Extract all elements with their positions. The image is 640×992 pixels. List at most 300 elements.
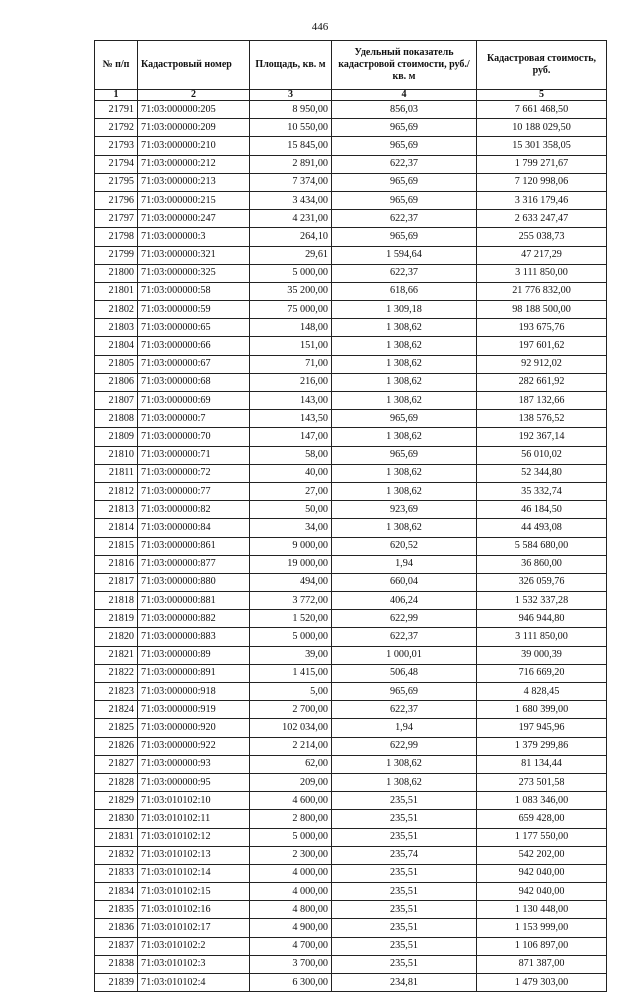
cadastral-number-cell: 71:03:000000:72 [138, 464, 250, 482]
cadastral-number-cell: 71:03:000000:67 [138, 355, 250, 373]
row-index-cell: 21800 [95, 264, 138, 282]
cadastral-value-cell: 98 188 500,00 [477, 301, 607, 319]
specific-value-cell: 923,69 [332, 501, 477, 519]
cadastral-number-cell: 71:03:000000:68 [138, 373, 250, 391]
cadastral-value-cell: 46 184,50 [477, 501, 607, 519]
area-cell: 2 700,00 [250, 701, 332, 719]
area-cell: 4 000,00 [250, 883, 332, 901]
cadastral-value-cell: 197 945,96 [477, 719, 607, 737]
specific-value-cell: 1 308,62 [332, 519, 477, 537]
cadastral-value-cell: 716 669,20 [477, 664, 607, 682]
row-index-cell: 21801 [95, 282, 138, 300]
cadastral-number-cell: 71:03:000000:93 [138, 755, 250, 773]
specific-value-cell: 622,99 [332, 610, 477, 628]
row-index-cell: 21793 [95, 137, 138, 155]
table-row [95, 101, 607, 119]
table-row [95, 137, 607, 155]
row-index-cell: 21791 [95, 101, 138, 119]
table-row [95, 173, 607, 191]
cadastral-number-cell: 71:03:010102:16 [138, 901, 250, 919]
table-row [95, 410, 607, 428]
cadastral-value-cell: 193 675,76 [477, 319, 607, 337]
column-number: 5 [477, 90, 607, 101]
row-index-cell: 21830 [95, 810, 138, 828]
cadastral-number-cell: 71:03:000000:3 [138, 228, 250, 246]
table-row [95, 264, 607, 282]
specific-value-cell: 235,51 [332, 864, 477, 882]
area-cell: 62,00 [250, 755, 332, 773]
cadastral-value-cell: 326 059,76 [477, 573, 607, 591]
cadastral-value-table [94, 40, 607, 992]
table-row [95, 519, 607, 537]
row-index-cell: 21827 [95, 755, 138, 773]
area-cell: 494,00 [250, 573, 332, 591]
cadastral-number-cell: 71:03:000000:71 [138, 446, 250, 464]
table-row [95, 482, 607, 500]
specific-value-cell: 622,37 [332, 701, 477, 719]
table-row [95, 392, 607, 410]
row-index-cell: 21814 [95, 519, 138, 537]
row-index-cell: 21832 [95, 846, 138, 864]
specific-value-cell: 1 308,62 [332, 464, 477, 482]
specific-value-cell: 1,94 [332, 719, 477, 737]
area-cell: 4 700,00 [250, 937, 332, 955]
area-cell: 2 300,00 [250, 846, 332, 864]
area-cell: 102 034,00 [250, 719, 332, 737]
specific-value-cell: 622,37 [332, 628, 477, 646]
specific-value-cell: 1 309,18 [332, 301, 477, 319]
area-cell: 216,00 [250, 373, 332, 391]
row-index-cell: 21826 [95, 737, 138, 755]
area-cell: 3 772,00 [250, 592, 332, 610]
area-cell: 143,50 [250, 410, 332, 428]
specific-value-cell: 235,51 [332, 792, 477, 810]
area-cell: 5,00 [250, 683, 332, 701]
cadastral-value-cell: 1 083 346,00 [477, 792, 607, 810]
cadastral-value-cell: 1 106 897,00 [477, 937, 607, 955]
area-cell: 4 231,00 [250, 210, 332, 228]
table-row [95, 828, 607, 846]
cadastral-number-cell: 71:03:010102:13 [138, 846, 250, 864]
cadastral-number-cell: 71:03:010102:14 [138, 864, 250, 882]
cadastral-value-cell: 36 860,00 [477, 555, 607, 573]
cadastral-number-cell: 71:03:000000:213 [138, 173, 250, 191]
cadastral-value-cell: 187 132,66 [477, 392, 607, 410]
specific-value-cell: 965,69 [332, 119, 477, 137]
row-index-cell: 21815 [95, 537, 138, 555]
specific-value-cell: 622,37 [332, 210, 477, 228]
table-row [95, 501, 607, 519]
area-cell: 148,00 [250, 319, 332, 337]
cadastral-number-cell: 71:03:000000:212 [138, 155, 250, 173]
area-cell: 29,61 [250, 246, 332, 264]
cadastral-number-cell: 71:03:000000:919 [138, 701, 250, 719]
cadastral-value-cell: 47 217,29 [477, 246, 607, 264]
table-row [95, 646, 607, 664]
cadastral-number-cell: 71:03:010102:10 [138, 792, 250, 810]
area-cell: 10 550,00 [250, 119, 332, 137]
cadastral-number-cell: 71:03:000000:891 [138, 664, 250, 682]
area-cell: 6 300,00 [250, 974, 332, 992]
row-index-cell: 21806 [95, 373, 138, 391]
cadastral-value-cell: 197 601,62 [477, 337, 607, 355]
specific-value-cell: 235,51 [332, 810, 477, 828]
specific-value-cell: 1 308,62 [332, 482, 477, 500]
row-index-cell: 21795 [95, 173, 138, 191]
specific-value-cell: 622,99 [332, 737, 477, 755]
cadastral-number-cell: 71:03:000000:59 [138, 301, 250, 319]
cadastral-value-cell: 138 576,52 [477, 410, 607, 428]
cadastral-number-cell: 71:03:000000:66 [138, 337, 250, 355]
cadastral-value-cell: 942 040,00 [477, 864, 607, 882]
header-cadastral-number: Кадастровый номер [138, 41, 250, 90]
row-index-cell: 21810 [95, 446, 138, 464]
cadastral-value-cell: 659 428,00 [477, 810, 607, 828]
cadastral-number-cell: 71:03:000000:58 [138, 282, 250, 300]
area-cell: 3 700,00 [250, 955, 332, 973]
cadastral-number-cell: 71:03:000000:209 [138, 119, 250, 137]
cadastral-number-cell: 71:03:000000:922 [138, 737, 250, 755]
cadastral-number-cell: 71:03:000000:89 [138, 646, 250, 664]
specific-value-cell: 965,69 [332, 173, 477, 191]
area-cell: 1 415,00 [250, 664, 332, 682]
cadastral-value-cell: 542 202,00 [477, 846, 607, 864]
header-specific-value: Удельный показатель кадастровой стоимости, руб./кв. м [332, 41, 477, 90]
area-cell: 7 374,00 [250, 173, 332, 191]
cadastral-number-cell: 71:03:000000:861 [138, 537, 250, 555]
table-row [95, 210, 607, 228]
cadastral-value-cell: 1 479 303,00 [477, 974, 607, 992]
cadastral-number-cell: 71:03:000000:880 [138, 573, 250, 591]
table-row [95, 773, 607, 791]
cadastral-value-cell: 81 134,44 [477, 755, 607, 773]
cadastral-value-cell: 4 828,45 [477, 683, 607, 701]
area-cell: 147,00 [250, 428, 332, 446]
table-row [95, 683, 607, 701]
cadastral-number-cell: 71:03:000000:70 [138, 428, 250, 446]
area-cell: 35 200,00 [250, 282, 332, 300]
specific-value-cell: 1,94 [332, 555, 477, 573]
specific-value-cell: 965,69 [332, 683, 477, 701]
area-cell: 3 434,00 [250, 191, 332, 209]
area-cell: 71,00 [250, 355, 332, 373]
specific-value-cell: 1 308,62 [332, 392, 477, 410]
area-cell: 50,00 [250, 501, 332, 519]
cadastral-number-cell: 71:03:000000:325 [138, 264, 250, 282]
row-index-cell: 21816 [95, 555, 138, 573]
cadastral-value-cell: 1 130 448,00 [477, 901, 607, 919]
table-row [95, 573, 607, 591]
table-row [95, 355, 607, 373]
table-row [95, 319, 607, 337]
table-row [95, 664, 607, 682]
row-index-cell: 21831 [95, 828, 138, 846]
area-cell: 4 900,00 [250, 919, 332, 937]
cadastral-value-cell: 10 188 029,50 [477, 119, 607, 137]
specific-value-cell: 965,69 [332, 446, 477, 464]
table-row [95, 537, 607, 555]
row-index-cell: 21835 [95, 901, 138, 919]
row-index-cell: 21796 [95, 191, 138, 209]
table-row [95, 337, 607, 355]
row-index-cell: 21817 [95, 573, 138, 591]
cadastral-value-cell: 1 680 399,00 [477, 701, 607, 719]
row-index-cell: 21794 [95, 155, 138, 173]
specific-value-cell: 1 308,62 [332, 337, 477, 355]
area-cell: 9 000,00 [250, 537, 332, 555]
area-cell: 15 845,00 [250, 137, 332, 155]
cadastral-number-cell: 71:03:000000:82 [138, 501, 250, 519]
area-cell: 19 000,00 [250, 555, 332, 573]
cadastral-value-cell: 21 776 832,00 [477, 282, 607, 300]
row-index-cell: 21805 [95, 355, 138, 373]
cadastral-value-cell: 3 111 850,00 [477, 264, 607, 282]
area-cell: 39,00 [250, 646, 332, 664]
cadastral-value-cell: 946 944,80 [477, 610, 607, 628]
column-number: 3 [250, 90, 332, 101]
specific-value-cell: 622,37 [332, 155, 477, 173]
cadastral-value-cell: 1 379 299,86 [477, 737, 607, 755]
row-index-cell: 21824 [95, 701, 138, 719]
cadastral-number-cell: 71:03:000000:321 [138, 246, 250, 264]
specific-value-cell: 235,51 [332, 901, 477, 919]
cadastral-value-cell: 1 532 337,28 [477, 592, 607, 610]
row-index-cell: 21820 [95, 628, 138, 646]
row-index-cell: 21799 [95, 246, 138, 264]
header-cadastral-value: Кадастровая стоимость, руб. [477, 41, 607, 90]
area-cell: 4 000,00 [250, 864, 332, 882]
table-row [95, 428, 607, 446]
row-index-cell: 21792 [95, 119, 138, 137]
cadastral-value-cell: 7 661 468,50 [477, 101, 607, 119]
specific-value-cell: 234,81 [332, 974, 477, 992]
specific-value-cell: 965,69 [332, 191, 477, 209]
table-row [95, 464, 607, 482]
area-cell: 209,00 [250, 773, 332, 791]
cadastral-number-cell: 71:03:000000:215 [138, 191, 250, 209]
cadastral-value-cell: 7 120 998,06 [477, 173, 607, 191]
table-row [95, 737, 607, 755]
row-index-cell: 21821 [95, 646, 138, 664]
cadastral-number-cell: 71:03:000000:920 [138, 719, 250, 737]
page-number: 446 [311, 21, 329, 33]
row-index-cell: 21803 [95, 319, 138, 337]
area-cell: 4 800,00 [250, 901, 332, 919]
area-cell: 2 891,00 [250, 155, 332, 173]
table-row [95, 191, 607, 209]
cadastral-number-cell: 71:03:000000:205 [138, 101, 250, 119]
specific-value-cell: 1 308,62 [332, 355, 477, 373]
table-row [95, 846, 607, 864]
row-index-cell: 21808 [95, 410, 138, 428]
row-index-cell: 21798 [95, 228, 138, 246]
specific-value-cell: 965,69 [332, 137, 477, 155]
specific-value-cell: 965,69 [332, 228, 477, 246]
area-cell: 5 000,00 [250, 264, 332, 282]
cadastral-number-cell: 71:03:000000:877 [138, 555, 250, 573]
header-index: № п/п [95, 41, 138, 90]
cadastral-number-cell: 71:03:000000:69 [138, 392, 250, 410]
row-index-cell: 21836 [95, 919, 138, 937]
cadastral-value-cell: 942 040,00 [477, 883, 607, 901]
specific-value-cell: 1 594,64 [332, 246, 477, 264]
row-index-cell: 21813 [95, 501, 138, 519]
row-index-cell: 21834 [95, 883, 138, 901]
specific-value-cell: 620,52 [332, 537, 477, 555]
specific-value-cell: 622,37 [332, 264, 477, 282]
table-row [95, 719, 607, 737]
specific-value-cell: 235,51 [332, 828, 477, 846]
cadastral-value-cell: 1 799 271,67 [477, 155, 607, 173]
row-index-cell: 21819 [95, 610, 138, 628]
table-row [95, 919, 607, 937]
cadastral-value-cell: 2 633 247,47 [477, 210, 607, 228]
cadastral-value-cell: 1 153 999,00 [477, 919, 607, 937]
area-cell: 27,00 [250, 482, 332, 500]
specific-value-cell: 618,66 [332, 282, 477, 300]
cadastral-number-cell: 71:03:000000:210 [138, 137, 250, 155]
specific-value-cell: 235,51 [332, 919, 477, 937]
cadastral-value-cell: 3 111 850,00 [477, 628, 607, 646]
column-number-row [95, 90, 607, 101]
cadastral-number-cell: 71:03:000000:247 [138, 210, 250, 228]
table-row [95, 155, 607, 173]
area-cell: 8 950,00 [250, 101, 332, 119]
cadastral-number-cell: 71:03:000000:7 [138, 410, 250, 428]
column-number: 4 [332, 90, 477, 101]
specific-value-cell: 235,51 [332, 955, 477, 973]
column-number: 1 [95, 90, 138, 101]
header-row [95, 41, 607, 90]
table-row [95, 373, 607, 391]
row-index-cell: 21807 [95, 392, 138, 410]
area-cell: 2 214,00 [250, 737, 332, 755]
row-index-cell: 21825 [95, 719, 138, 737]
cadastral-value-cell: 15 301 358,05 [477, 137, 607, 155]
column-number: 2 [138, 90, 250, 101]
cadastral-number-cell: 71:03:010102:4 [138, 974, 250, 992]
cadastral-value-cell: 1 177 550,00 [477, 828, 607, 846]
area-cell: 151,00 [250, 337, 332, 355]
cadastral-value-cell: 35 332,74 [477, 482, 607, 500]
area-cell: 5 000,00 [250, 628, 332, 646]
table-row [95, 555, 607, 573]
cadastral-value-cell: 3 316 179,46 [477, 191, 607, 209]
area-cell: 1 520,00 [250, 610, 332, 628]
specific-value-cell: 660,04 [332, 573, 477, 591]
specific-value-cell: 1 308,62 [332, 319, 477, 337]
table-row [95, 864, 607, 882]
table-row [95, 974, 607, 992]
area-cell: 40,00 [250, 464, 332, 482]
table-row [95, 119, 607, 137]
cadastral-value-cell: 192 367,14 [477, 428, 607, 446]
cadastral-number-cell: 71:03:010102:17 [138, 919, 250, 937]
cadastral-number-cell: 71:03:000000:918 [138, 683, 250, 701]
area-cell: 143,00 [250, 392, 332, 410]
table-row [95, 810, 607, 828]
area-cell: 5 000,00 [250, 828, 332, 846]
specific-value-cell: 856,03 [332, 101, 477, 119]
table-body [95, 101, 607, 992]
specific-value-cell: 1 000,01 [332, 646, 477, 664]
table-row [95, 282, 607, 300]
row-index-cell: 21833 [95, 864, 138, 882]
specific-value-cell: 235,51 [332, 937, 477, 955]
area-cell: 34,00 [250, 519, 332, 537]
cadastral-value-cell: 92 912,02 [477, 355, 607, 373]
header-area: Площадь, кв. м [250, 41, 332, 90]
cadastral-value-cell: 52 344,80 [477, 464, 607, 482]
cadastral-value-cell: 5 584 680,00 [477, 537, 607, 555]
row-index-cell: 21812 [95, 482, 138, 500]
row-index-cell: 21802 [95, 301, 138, 319]
table-row [95, 592, 607, 610]
cadastral-number-cell: 71:03:010102:15 [138, 883, 250, 901]
specific-value-cell: 235,51 [332, 883, 477, 901]
row-index-cell: 21838 [95, 955, 138, 973]
cadastral-value-cell: 56 010,02 [477, 446, 607, 464]
row-index-cell: 21829 [95, 792, 138, 810]
specific-value-cell: 506,48 [332, 664, 477, 682]
row-index-cell: 21837 [95, 937, 138, 955]
cadastral-value-cell: 282 661,92 [477, 373, 607, 391]
area-cell: 2 800,00 [250, 810, 332, 828]
cadastral-value-cell: 44 493,08 [477, 519, 607, 537]
cadastral-number-cell: 71:03:000000:77 [138, 482, 250, 500]
cadastral-value-cell: 273 501,58 [477, 773, 607, 791]
area-cell: 58,00 [250, 446, 332, 464]
table-row [95, 755, 607, 773]
table-row [95, 628, 607, 646]
cadastral-number-cell: 71:03:000000:883 [138, 628, 250, 646]
table-row [95, 955, 607, 973]
row-index-cell: 21818 [95, 592, 138, 610]
cadastral-value-cell: 871 387,00 [477, 955, 607, 973]
table-row [95, 610, 607, 628]
cadastral-value-cell: 255 038,73 [477, 228, 607, 246]
cadastral-number-cell: 71:03:000000:95 [138, 773, 250, 791]
row-index-cell: 21823 [95, 683, 138, 701]
specific-value-cell: 406,24 [332, 592, 477, 610]
table-row [95, 301, 607, 319]
table-header [95, 41, 607, 101]
specific-value-cell: 1 308,62 [332, 755, 477, 773]
specific-value-cell: 965,69 [332, 410, 477, 428]
specific-value-cell: 1 308,62 [332, 773, 477, 791]
table-row [95, 792, 607, 810]
cadastral-number-cell: 71:03:010102:11 [138, 810, 250, 828]
area-cell: 75 000,00 [250, 301, 332, 319]
table-row [95, 901, 607, 919]
cadastral-number-cell: 71:03:010102:12 [138, 828, 250, 846]
specific-value-cell: 1 308,62 [332, 428, 477, 446]
row-index-cell: 21811 [95, 464, 138, 482]
cadastral-number-cell: 71:03:000000:65 [138, 319, 250, 337]
cadastral-number-cell: 71:03:010102:3 [138, 955, 250, 973]
row-index-cell: 21797 [95, 210, 138, 228]
table-row [95, 228, 607, 246]
table-row [95, 246, 607, 264]
cadastral-number-cell: 71:03:000000:881 [138, 592, 250, 610]
row-index-cell: 21809 [95, 428, 138, 446]
area-cell: 264,10 [250, 228, 332, 246]
table-row [95, 446, 607, 464]
cadastral-value-cell: 39 000,39 [477, 646, 607, 664]
cadastral-number-cell: 71:03:010102:2 [138, 937, 250, 955]
row-index-cell: 21839 [95, 974, 138, 992]
table-row [95, 883, 607, 901]
